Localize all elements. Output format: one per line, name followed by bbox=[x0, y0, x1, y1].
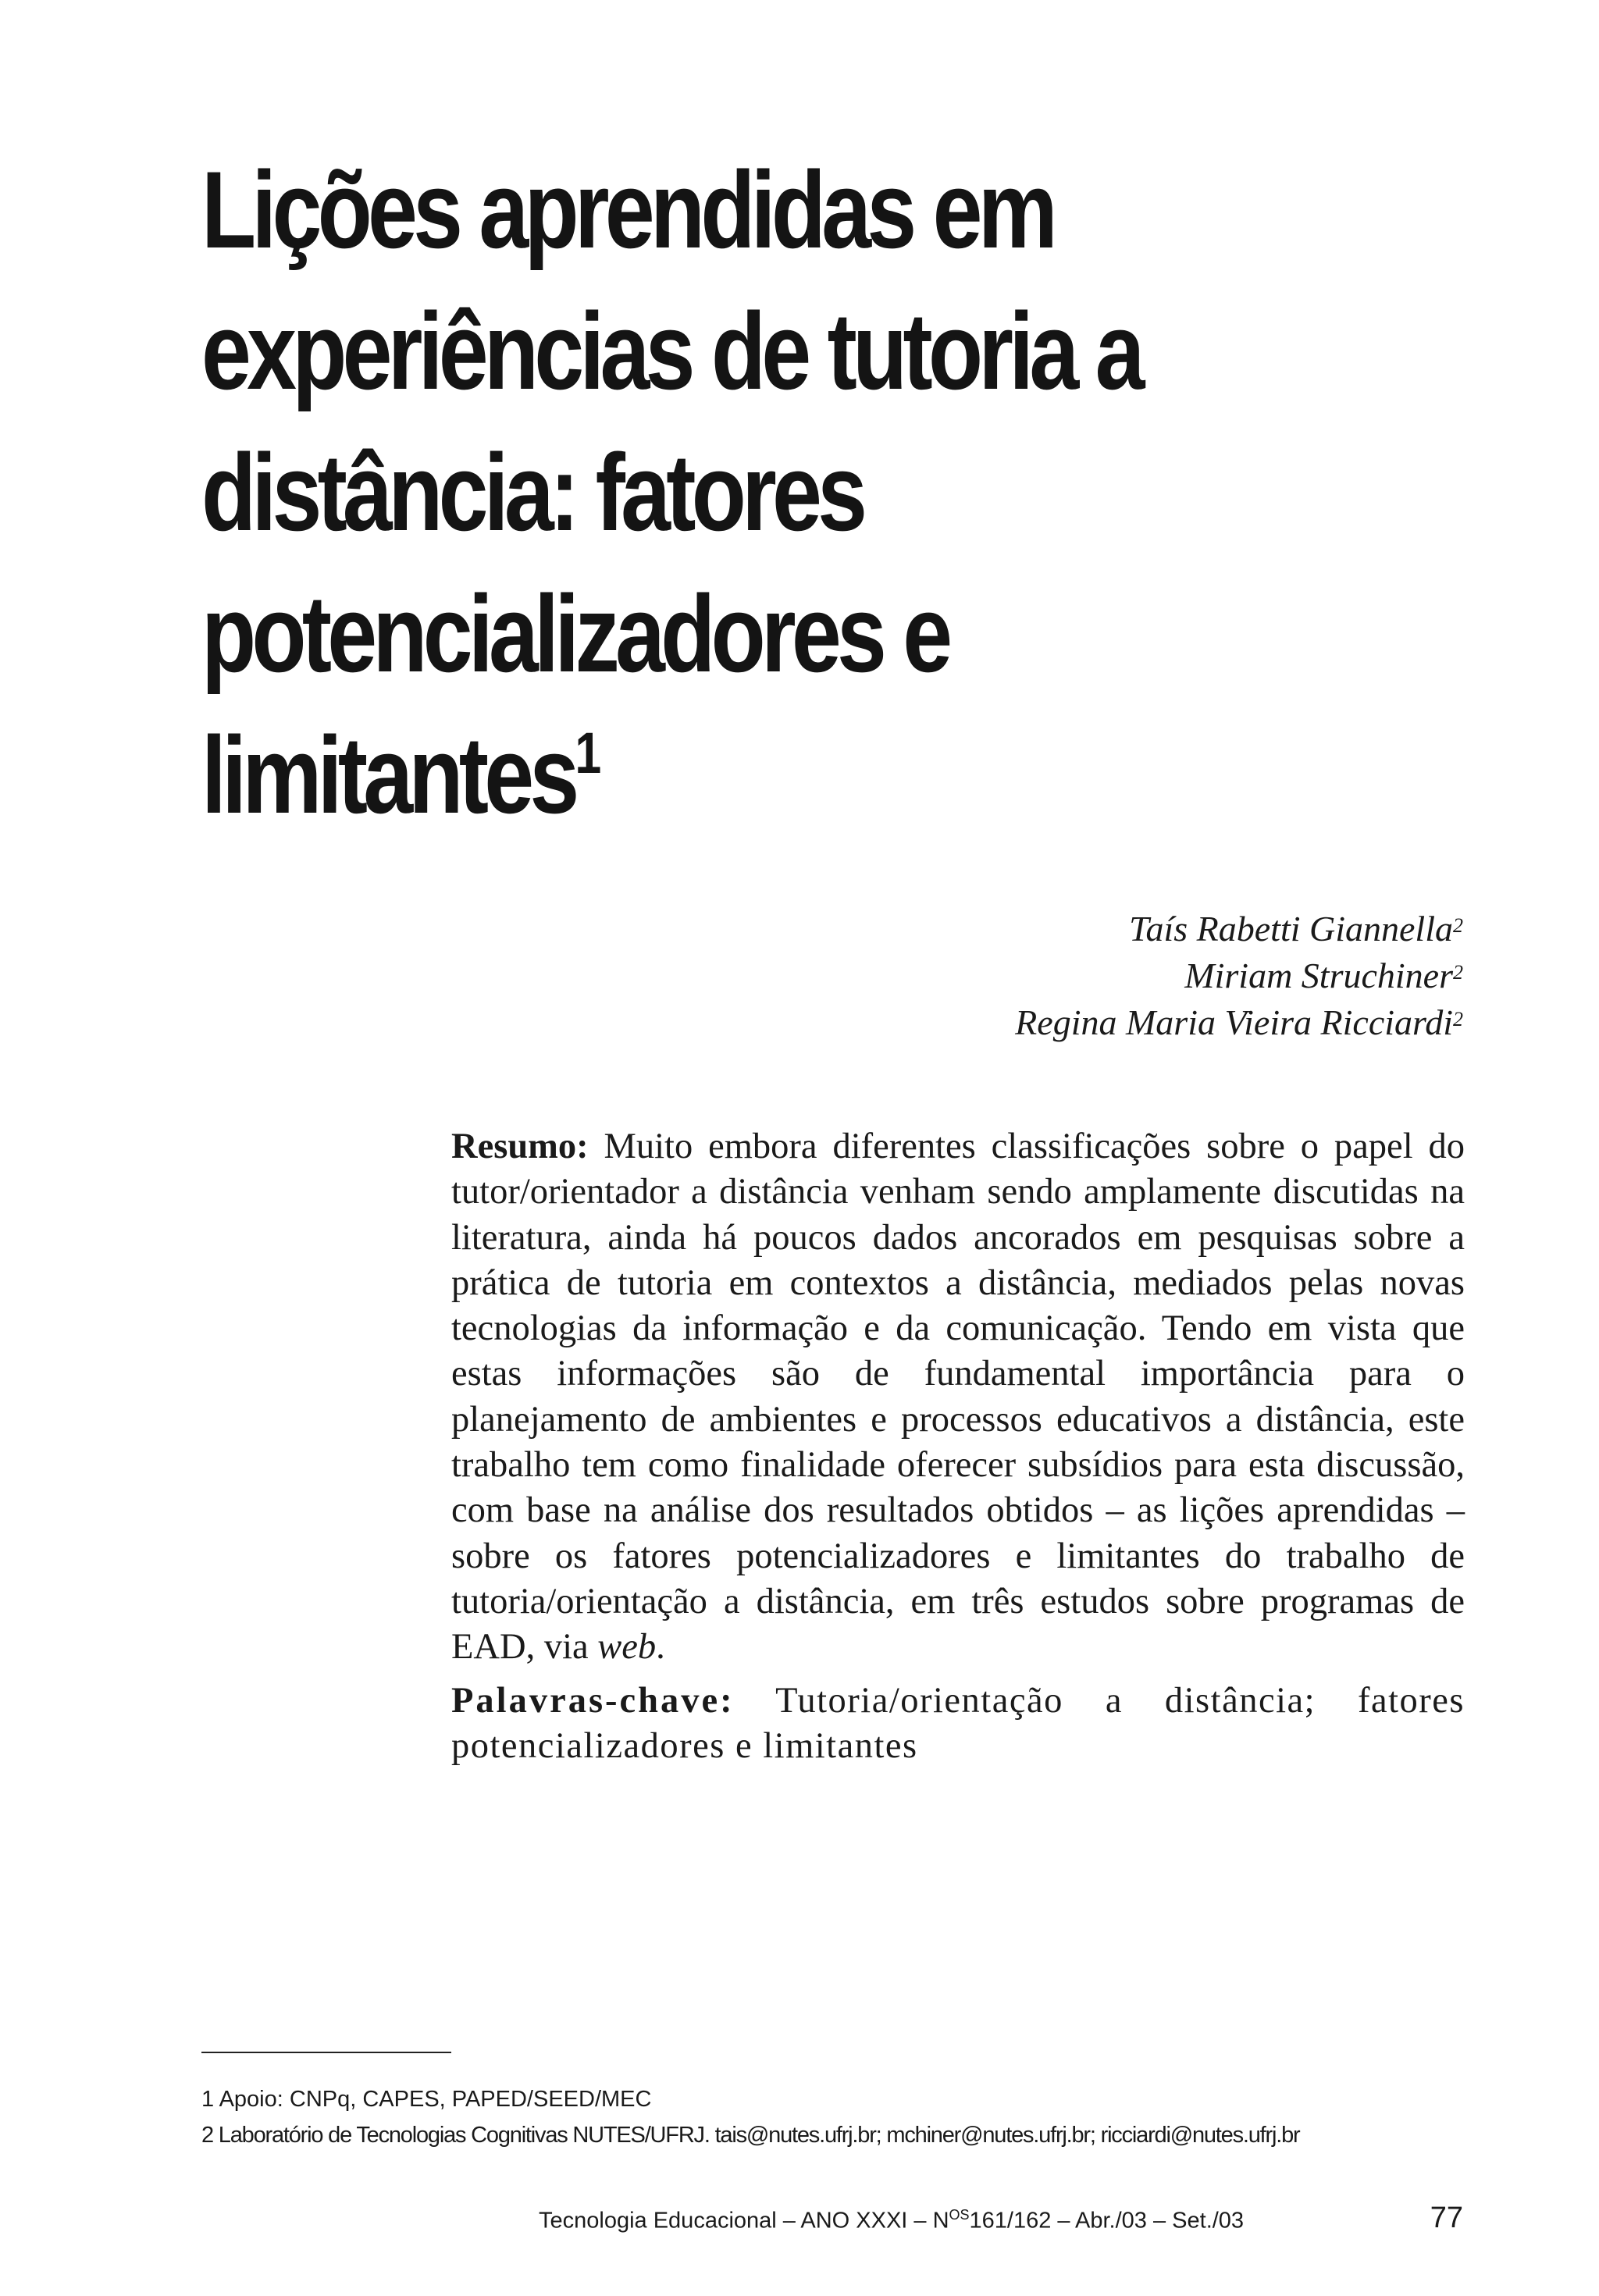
article-title bbox=[201, 139, 1290, 845]
title-line: potencializadores e bbox=[201, 572, 949, 695]
abstract-label: Resumo: bbox=[451, 1127, 589, 1166]
author-list bbox=[1015, 906, 1463, 1046]
journal-citation-text: Tecnologia Educacional – ANO XXXI – N bbox=[539, 2208, 949, 2234]
abstract-block bbox=[451, 1124, 1465, 1769]
title-line-text: limitantes bbox=[201, 714, 575, 836]
journal-issue-sup: OS bbox=[949, 2207, 970, 2223]
footnote-divider bbox=[201, 2052, 451, 2053]
title-line: Lições aprendidas em bbox=[201, 148, 1054, 271]
footnotes bbox=[201, 2081, 1466, 2153]
author-affiliation-mark: 2 bbox=[1453, 1008, 1463, 1031]
title-footnote-mark: 1 bbox=[575, 721, 602, 785]
author-name: Miriam Struchiner bbox=[1184, 956, 1453, 995]
footnote-2: 2 Laboratório de Tecnologias Cognitivas NUTES/UFRJ. tais@nutes.ufrj.br; mchiner@nutes.ufrj.br; ricciardi@nutes.ufrj.br bbox=[201, 2123, 1300, 2148]
author-affiliation-mark: 2 bbox=[1453, 961, 1463, 984]
author bbox=[1015, 999, 1463, 1046]
keywords-label: Palavras-chave: bbox=[451, 1680, 735, 1721]
abstract-italic-term: web bbox=[597, 1627, 657, 1668]
author-name: Regina Maria Vieira Ricciardi bbox=[1015, 1002, 1453, 1042]
title-line-last bbox=[201, 704, 1290, 845]
author-affiliation-mark: 2 bbox=[1453, 914, 1463, 937]
footnote-1: 1 Apoio: CNPq, CAPES, PAPED/SEED/MEC bbox=[201, 2087, 652, 2112]
abstract-paragraph bbox=[451, 1124, 1465, 1671]
keywords-text: Tutoria/orientação a distância; fatores potencializadores e limitantes bbox=[451, 1680, 1465, 1766]
title-line: distância: fatores bbox=[201, 431, 864, 554]
author bbox=[1015, 906, 1463, 952]
author-name: Taís Rabetti Giannella bbox=[1129, 909, 1453, 949]
journal-citation-issue: 161/162 – Abr./03 – Set./03 bbox=[969, 2208, 1245, 2234]
journal-citation bbox=[539, 2207, 1244, 2234]
page-number: 77 bbox=[1430, 2202, 1463, 2234]
abstract-text: Muito embora diferentes classificações sobre o papel do tutor/orientador a distância venham sendo amplamente discutidas na literatura, ainda há poucos dados ancorados em pesquisas sobre a prática de tutoria em contextos a distância, mediados pelas novas tecnologias da informação e da comunicação. Tendo em vista que estas informações são de fundamental importância para o planejamento de ambientes e processos educativos a distância, este trabalho tem como finalidade oferecer subsídios para esta discussão, com base na análise dos resultados obtidos – as lições aprendidas – sobre os fatores potencializadores e limitantes do trabalho de tutoria/orientação a distância, em três estudos sobre programas de EAD, via bbox=[451, 1127, 1465, 1668]
abstract-end-punctuation: . bbox=[656, 1627, 665, 1668]
title-line: experiências de tutoria a bbox=[201, 290, 1141, 412]
author bbox=[1015, 952, 1463, 999]
keywords-paragraph bbox=[451, 1678, 1465, 1770]
